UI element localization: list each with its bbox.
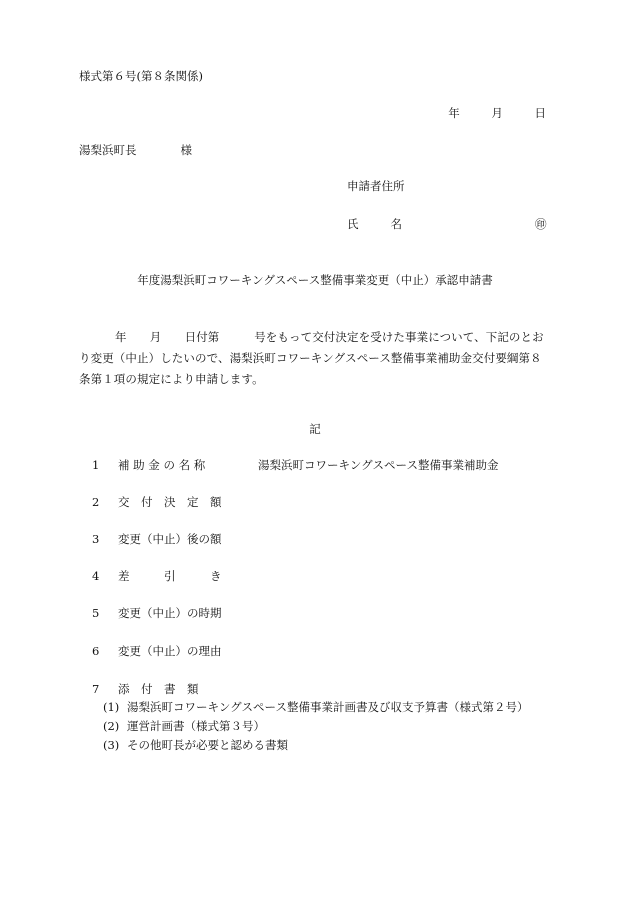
addressee-name: 湯梨浜町長 <box>79 143 137 157</box>
item-label: 変更（中止）の時期 <box>118 606 222 620</box>
attachment-text: 運営計画書（様式第３号） <box>127 719 265 733</box>
item-number: 5 <box>92 606 100 620</box>
form-number: 様式第６号(第８条関係) <box>79 69 203 83</box>
attachment-item <box>103 702 528 714</box>
body-paragraph: 年 月 日付第 号をもって交付決定を受けた事業について、下記のとおり変更（中止）したいので、湯梨浜町コワーキングスペース整備事業補助金交付要綱第８条第１項の規定により申請します。 <box>79 330 544 386</box>
item-number: 1 <box>92 458 100 472</box>
applicant-name-label <box>347 219 402 231</box>
item-grant-amount <box>92 497 258 509</box>
item-attachments <box>92 684 258 696</box>
item-number: 7 <box>92 682 100 696</box>
date-year: 年 <box>448 106 460 120</box>
seal-mark: ㊞ <box>535 217 547 231</box>
attachment-number: (2) <box>103 719 120 733</box>
name-label-first: 氏 <box>347 217 359 231</box>
document-title: 年度湯梨浜町コワーキングスペース整備事業変更（中止）承認申請書 <box>137 273 493 287</box>
item-value: 湯梨浜町コワーキングスペース整備事業補助金 <box>258 458 499 472</box>
item-number: 3 <box>92 532 100 546</box>
item-label: 変更（中止）後の額 <box>118 532 222 546</box>
item-amount-after-change <box>92 534 258 546</box>
item-label: 交 付 決 定 額 <box>118 495 222 509</box>
attachment-text: その他町長が必要と認める書類 <box>127 738 288 752</box>
item-subsidy-name <box>92 460 498 472</box>
ki-heading: 記 <box>309 422 321 436</box>
addressee <box>79 145 192 157</box>
attachment-item <box>103 740 288 752</box>
item-change-reason <box>92 646 258 658</box>
item-label: 補 助 金 の 名 称 <box>118 458 206 472</box>
item-label: 差 引 き <box>118 569 222 583</box>
date-day: 日 <box>534 106 546 120</box>
attachment-text: 湯梨浜町コワーキングスペース整備事業計画書及び収支予算書（様式第２号） <box>127 700 529 714</box>
item-number: 2 <box>92 495 100 509</box>
item-difference <box>92 571 258 583</box>
item-number: 4 <box>92 569 100 583</box>
item-label: 変更（中止）の理由 <box>118 644 222 658</box>
item-label: 添 付 書 類 <box>118 682 199 696</box>
attachment-number: (1) <box>103 700 120 714</box>
honorific: 様 <box>180 143 192 157</box>
item-change-timing <box>92 608 258 620</box>
attachment-number: (3) <box>103 738 120 752</box>
name-label-second: 名 <box>390 217 402 231</box>
item-number: 6 <box>92 644 100 658</box>
date-month: 月 <box>491 106 503 120</box>
attachment-item <box>103 721 265 733</box>
applicant-address-label: 申請者住所 <box>347 179 405 193</box>
date-line <box>448 108 546 120</box>
